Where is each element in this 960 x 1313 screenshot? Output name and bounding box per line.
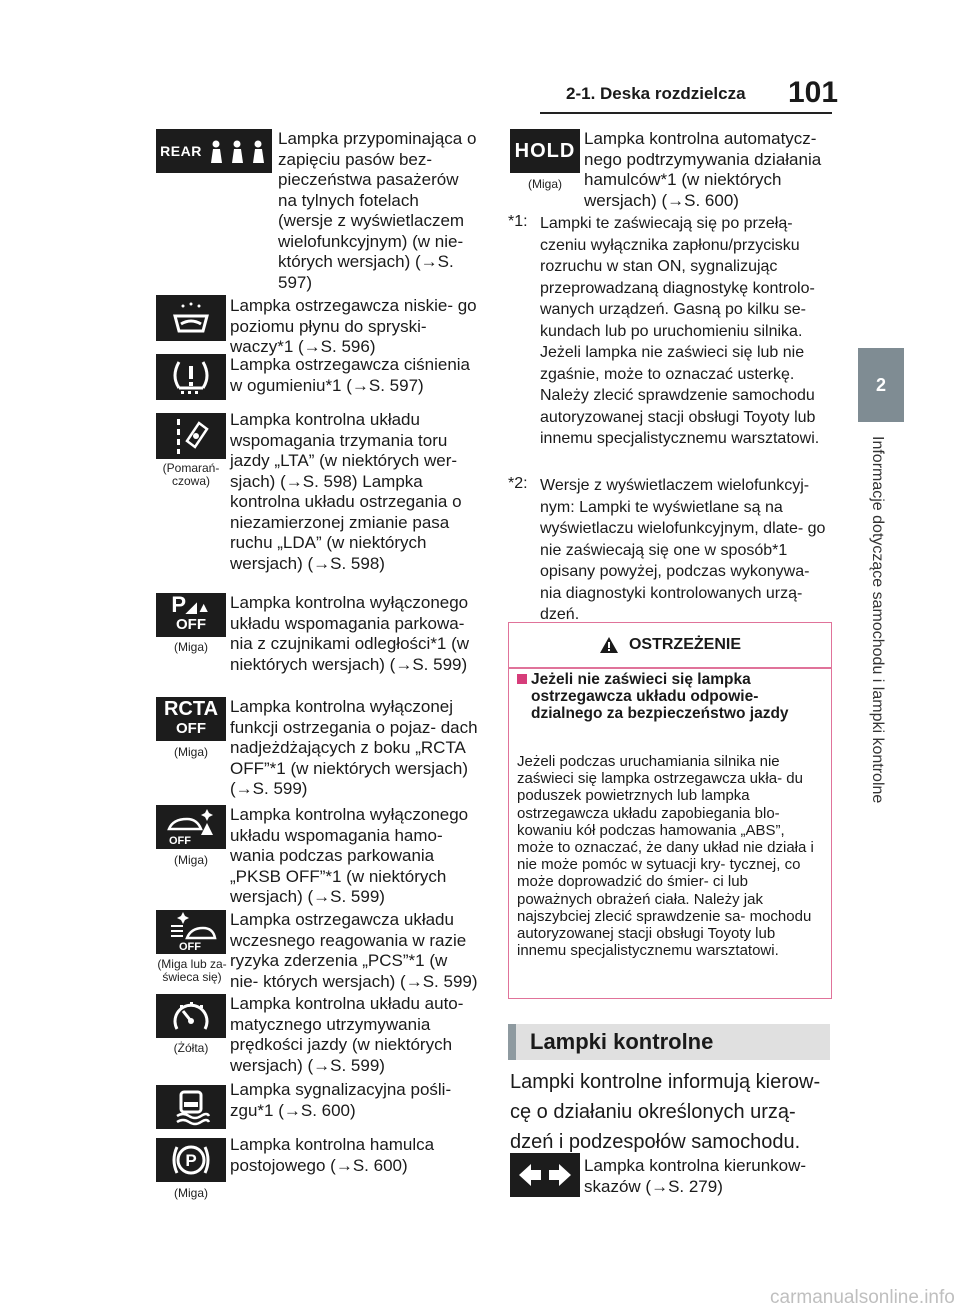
icon-note-lane: (Pomarań- czowa) — [162, 461, 220, 488]
entry-text-cruise: Lampka kontrolna układu auto- matycznego utrzymywania prędkości jazdy (w niektórych wersjach) (→S. 599) — [230, 994, 464, 1075]
watermark: carmanualsonline.info — [770, 1287, 955, 1308]
section-heading-bar — [508, 1024, 830, 1060]
footnote-1-text: Lampki te zaświecają się po przełą- czeniu wyłącznika zapłonu/przycisku rozruchu w stan ON, sygnalizując przeprowadzaną diagnostykę kontrolo- wanych urządzeń. Gasną po kilku se- kundach lub po uruchomieniu silnika. Jeżeli lampka nie zaświeci się lub nie zgaśnie, może to oznaczać usterkę. Należy zlecić sprawdzenie samochodu autoryzowanej stacji obsługi Toyoty lub innemu specjalistycznemu warsztatowi. — [540, 215, 820, 447]
entry-text-rear-seatbelt: Lampka przypominająca o zapięciu pasów bez- pieczeństwa pasażerów na tylnych fotelach (wersje z wyświetlaczem wielofunkcyjnym) (w nie- których wersjach) (→S. 597) — [278, 129, 477, 292]
entry-text-parking-sensor: Lampka kontrolna wyłączonego układu wspomagania parkowa- nia z czujnikami odległości*1 (w niektórych wersjach) (→S. 599) — [230, 593, 470, 674]
entry-text-lane: Lampka kontrolna układu wspomagania trzymania toru jazdy „LTA” (w niektórych wer- sjach) (→S. 598) Lampka kontrolna układu ostrzegania o niezamierzonej zmianie pasa ruchu „LDA” (w niektórych wersjach) (→S. 598) — [230, 410, 462, 573]
warning-header — [509, 623, 831, 667]
footnote-2-label: *2: — [508, 475, 528, 492]
page-number: 101 — [788, 76, 839, 109]
warning-body: Jeżeli podczas uruchamiania silnika nie zaświeci się lampka ostrzegawcza ukła- du poduszek powietrznych lub lampka ostrzegawcza układu zapobiegania blo- kowaniu kół podczas hamowania „ABS”, może to oznaczać, że dany układ nie działa i nie może pomóc w sytuacji kry- tycznej, co może doprowadzić do śmier- ci lub poważnych obrażeń ciała. Należy jak najszybciej zlecić sprawdzenie sa- mochodu autoryzowanej stacji obsługi Toyoty lub innemu specjalistycznemu warsztatowi. — [517, 753, 814, 960]
entry-text-parking-brake: Lampka kontrolna hamulca postojowego (→S. 600) — [230, 1135, 435, 1175]
footnote-2-text: Wersje z wyświetlaczem wielofunkcyj- nym: Lampki te wyświetlane są na wyświetlaczu wielofunkcyjnym, dlate- go nie zaświecają się one w sposób*1 opisany powyżej, podczas wykonywa- nia diagnostyki kontrolowanych urzą- dzeń. — [540, 477, 826, 623]
warning-title: OSTRZEŻENIE — [628, 636, 741, 653]
icon-note-parking-brake: (Miga) — [173, 1186, 208, 1200]
parking-brake-icon — [156, 1138, 226, 1182]
washer-fluid-icon — [156, 295, 226, 341]
tire-pressure-icon — [156, 354, 226, 400]
pksb-off-icon — [156, 805, 226, 849]
slip-indicator-icon — [156, 1085, 226, 1129]
cruise-control-icon — [156, 994, 226, 1038]
entry-text-hold: Lampka kontrolna automatycz- nego podtrzymywania działania hamulców*1 (w niektórych wersjach) (→S. 600) — [584, 129, 822, 210]
chapter-heading: 2-1. Deska rozdzielcza — [566, 84, 746, 103]
section-intro: Lampki kontrolne informują kierow- cę o działaniu określonych urzą- dzeń i podzespołów samochodu. — [510, 1071, 821, 1153]
icon-note-rcta: (Miga) — [173, 745, 208, 759]
icon-note-hold: (Miga) — [527, 177, 562, 191]
warning-divider — [509, 667, 831, 669]
svg-text:P: P — [185, 1151, 197, 1170]
footnote-1-label: *1: — [508, 213, 528, 230]
parking-sensor-off-icon: P◢▲ OFF — [156, 593, 226, 637]
entry-text-rcta: Lampka kontrolna wyłączonej funkcji ostrzegania o pojaz- dach nadjeżdżających z boku „RCTA OFF”*1 (w niektórych wersjach) (→S. 599) — [230, 697, 478, 798]
icon-note-cruise: (Żółta) — [173, 1041, 209, 1055]
warning-box — [508, 622, 832, 999]
rear-seatbelt-reminder-icon: REAR — [156, 129, 272, 173]
entry-text-pksb: Lampka kontrolna wyłączonego układu wspomagania hamo- wania podczas parkowania „PKSB OFF”*1 (w niektórych wersjach) (→S. 599) — [230, 805, 469, 906]
icon-note-parking-sensor: (Miga) — [173, 640, 208, 654]
section-title: Lampki kontrolne — [530, 1029, 714, 1054]
entry-text-pcs: Lampka ostrzegawcza układu wczesnego reagowania w razie ryzyka zderzenia „PCS”*1 (w nie- których wersjach) (→S. 599) — [230, 910, 478, 991]
entry-text-slip: Lampka sygnalizacyjna pośli- zgu*1 (→S. 600) — [230, 1080, 452, 1120]
header-rule — [540, 112, 832, 114]
svg-text:OFF: OFF — [169, 835, 191, 847]
chapter-side-title: Informacje dotyczące samochodu i lampki kontrolne — [869, 436, 886, 804]
rcta-off-icon: RCTA OFF — [156, 697, 226, 741]
pcs-off-icon — [156, 910, 226, 954]
icon-note-pcs: (Miga lub za- świeca się) — [157, 957, 227, 984]
lane-tracing-icon — [156, 413, 226, 459]
warning-triangle-icon — [599, 636, 619, 654]
hold-brake-icon: HOLD — [510, 129, 580, 173]
turn-signal-icon — [510, 1153, 580, 1197]
icon-note-pksb: (Miga) — [173, 853, 208, 867]
svg-text:OFF: OFF — [179, 941, 201, 952]
warning-subtitle: Jeżeli nie zaświeci się lampka ostrzegawcza układu odpowie- dzialnego za bezpieczeństwo jazdy — [517, 671, 831, 722]
chapter-tab: 2 — [858, 348, 904, 422]
entry-text-tire-pressure: Lampka ostrzegawcza ciśnienia w ogumieniu*1 (→S. 597) — [230, 355, 471, 395]
entry-text-washer: Lampka ostrzegawcza niskie- go poziomu płynu do spryski- waczy*1 (→S. 596) — [230, 296, 477, 356]
entry-text-turn-signal: Lampka kontrolna kierunkow- skazów (→S. 279) — [584, 1156, 807, 1196]
